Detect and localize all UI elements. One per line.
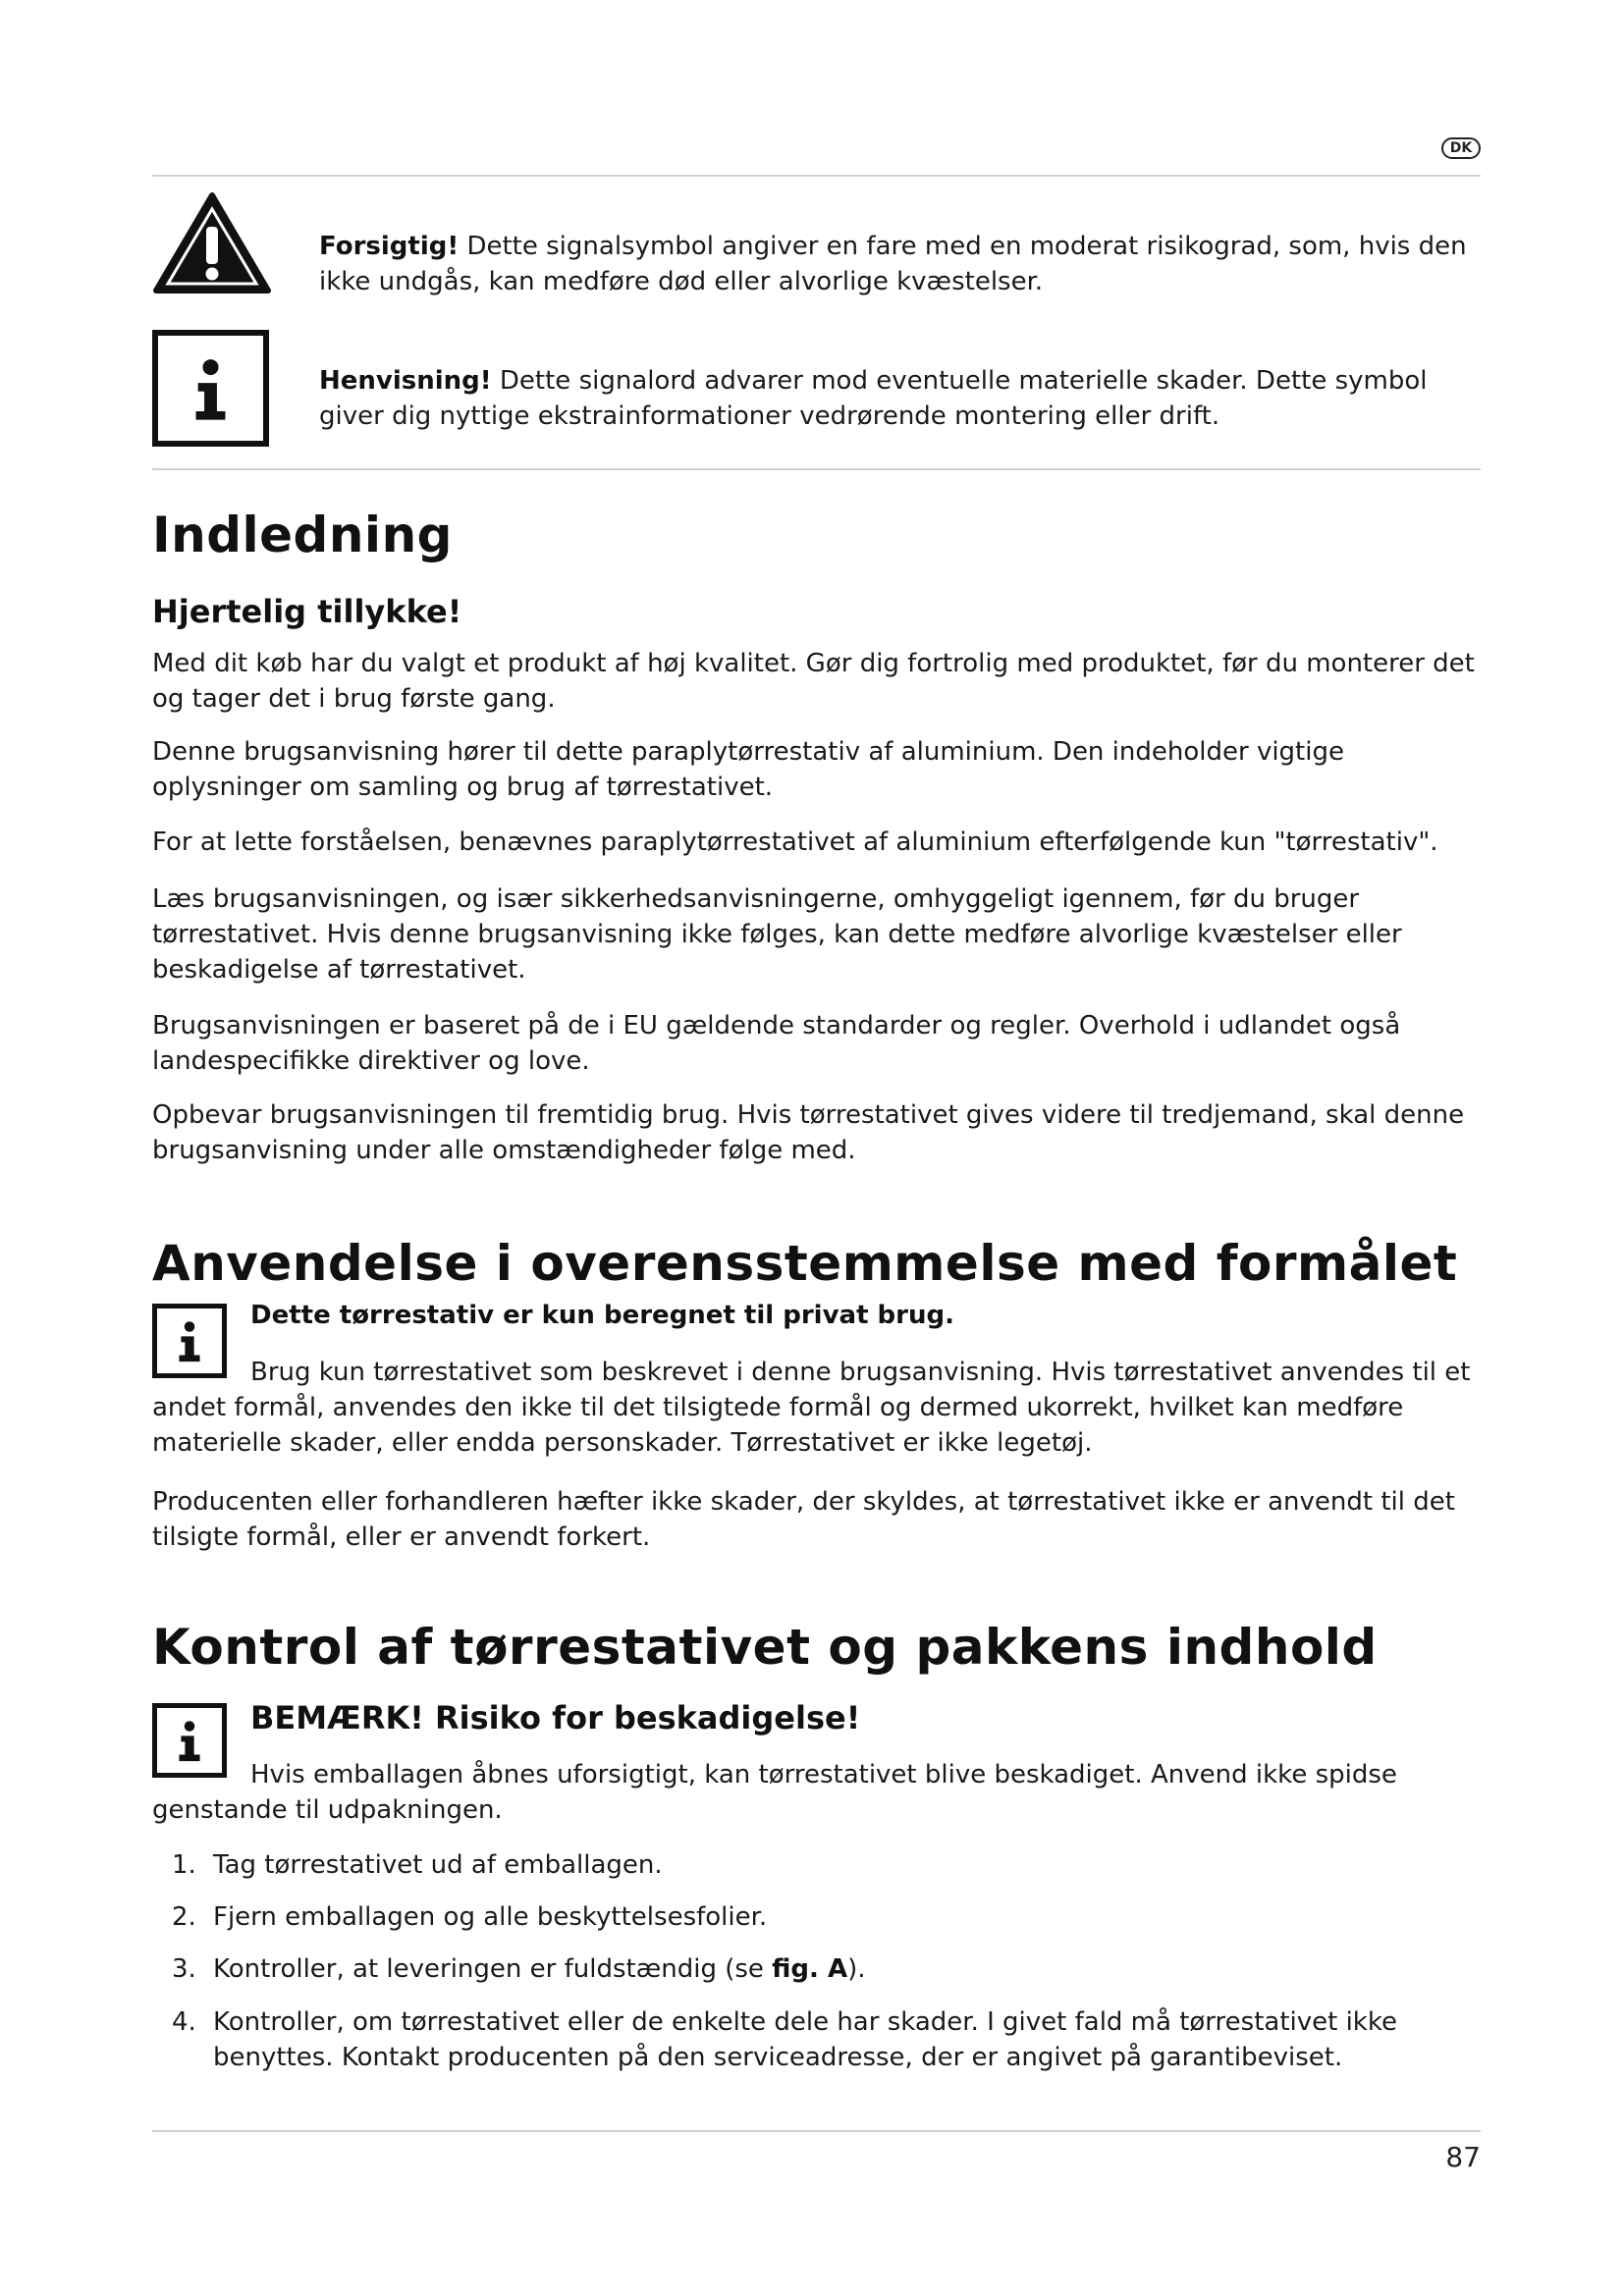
intro-paragraph: Opbevar brugsanvisningen til fremtidig brug. Hvis tørrestativet gives videre til tredjemand, skal denne brugsanvisning under alle omstændigheder følge med. bbox=[152, 1100, 1465, 1165]
step-number: 1. bbox=[172, 1850, 196, 1880]
intro-paragraph: Læs brugsanvisningen, og især sikkerhedsanvisningerne, omhyggeligt igennem, før du bruger tørrestativet. Hvis denne brugsanvisning ikke følges, kan dette medføre alvorlige kvæstelser eller beskadigelse af tørrestativet. bbox=[152, 884, 1402, 985]
intro-paragraph: For at lette forståelsen, benævnes paraplytørrestativet af aluminium efterfølgende kun "tørrestativ". bbox=[152, 828, 1438, 857]
notice-label: Henvisning! bbox=[319, 366, 492, 396]
inspection-heading: Kontrol af tørrestativet og pakkens indhold bbox=[152, 1619, 1378, 1676]
list-item bbox=[172, 1951, 1483, 1987]
language-badge: DK bbox=[1441, 137, 1481, 159]
intended-use-paragraph: Producenten eller forhandleren hæfter ikke skader, der skyldes, at tørrestativet ikke er anvendt til det tilsigte formål, eller er anvendt forkert. bbox=[152, 1487, 1455, 1552]
section-rule bbox=[152, 468, 1481, 470]
caution-label: Forsigtig! bbox=[319, 232, 460, 261]
step-number: 4. bbox=[172, 2007, 196, 2037]
intro-paragraph: Brugsanvisningen er baseret på de i EU gældende standarder og regler. Overhold i udlandet også landespecifikke direktiver og love. bbox=[152, 1011, 1401, 1076]
figure-reference: fig. A bbox=[772, 1954, 848, 1984]
page-number: 87 bbox=[1445, 2141, 1481, 2173]
caution-text: Dette signalsymbol angiver en fare med en moderat risikograd, som, hvis den ikke undgås, kan medføre død eller alvorlige kvæstelser. bbox=[319, 232, 1467, 296]
step-text: Fjern emballagen og alle beskyttelsesfolier. bbox=[213, 1902, 768, 1932]
warning-triangle-icon bbox=[152, 191, 272, 294]
intro-paragraph: Denne brugsanvisning hører til dette paraplytørrestativ af aluminium. Den indeholder vigtige oplysninger om samling og brug af tørrestativet. bbox=[152, 737, 1344, 802]
step-text: Kontroller, om tørrestativet eller de enkelte dele har skader. I givet fald må tørrestativet ikke benyttes. Kontakt producenten på den serviceadresse, der er angivet på garantibeviset. bbox=[213, 2007, 1397, 2072]
step-number: 3. bbox=[172, 1954, 196, 1984]
caution-notice bbox=[319, 229, 1483, 299]
info-icon bbox=[152, 330, 269, 447]
list-item bbox=[172, 2004, 1483, 2075]
inspection-note-title: BEMÆRK! Risiko for beskadigelse! bbox=[250, 1699, 861, 1736]
intro-subheading: Hjertelig tillykke! bbox=[152, 593, 462, 630]
footer-rule bbox=[152, 2130, 1481, 2132]
notice-text: Dette signalord advarer mod eventuelle materielle skader. Dette symbol giver dig nyttige ekstrainformationer vedrørende montering eller drift. bbox=[319, 366, 1428, 431]
inspection-note-text: Hvis emballagen åbnes uforsigtigt, kan tørrestativet blive beskadiget. Anvend ikke spidse genstande til udpakningen. bbox=[152, 1760, 1397, 1825]
intended-use-note-text: Brug kun tørrestativet som beskrevet i denne brugsanvisning. Hvis tørrestativet anvendes til et andet formål, anvendes den ikke til det tilsigtede formål og dermed ukorrekt, hvilket kan medføre materielle skader, eller endda personskader. Tørrestativet er ikke legetøj. bbox=[152, 1358, 1471, 1458]
step-text: Tag tørrestativet ud af emballagen. bbox=[213, 1850, 663, 1880]
step-text-end: ). bbox=[847, 1954, 866, 1984]
intro-paragraph: Med dit køb har du valgt et produkt af høj kvalitet. Gør dig fortrolig med produktet, før du monterer det og tager det i brug første gang. bbox=[152, 649, 1475, 714]
step-text: Kontroller, at leveringen er fuldstændig (se bbox=[213, 1954, 773, 1984]
intended-use-heading: Anvendelse i overensstemmelse med formålet bbox=[152, 1235, 1458, 1292]
list-item bbox=[172, 1847, 1483, 1883]
intended-use-note-title: Dette tørrestativ er kun beregnet til privat brug. bbox=[250, 1301, 954, 1330]
list-item bbox=[172, 1899, 1483, 1935]
notice-text-block bbox=[319, 363, 1483, 434]
intro-heading: Indledning bbox=[152, 507, 453, 563]
step-number: 2. bbox=[172, 1902, 196, 1932]
header-rule bbox=[152, 175, 1481, 177]
